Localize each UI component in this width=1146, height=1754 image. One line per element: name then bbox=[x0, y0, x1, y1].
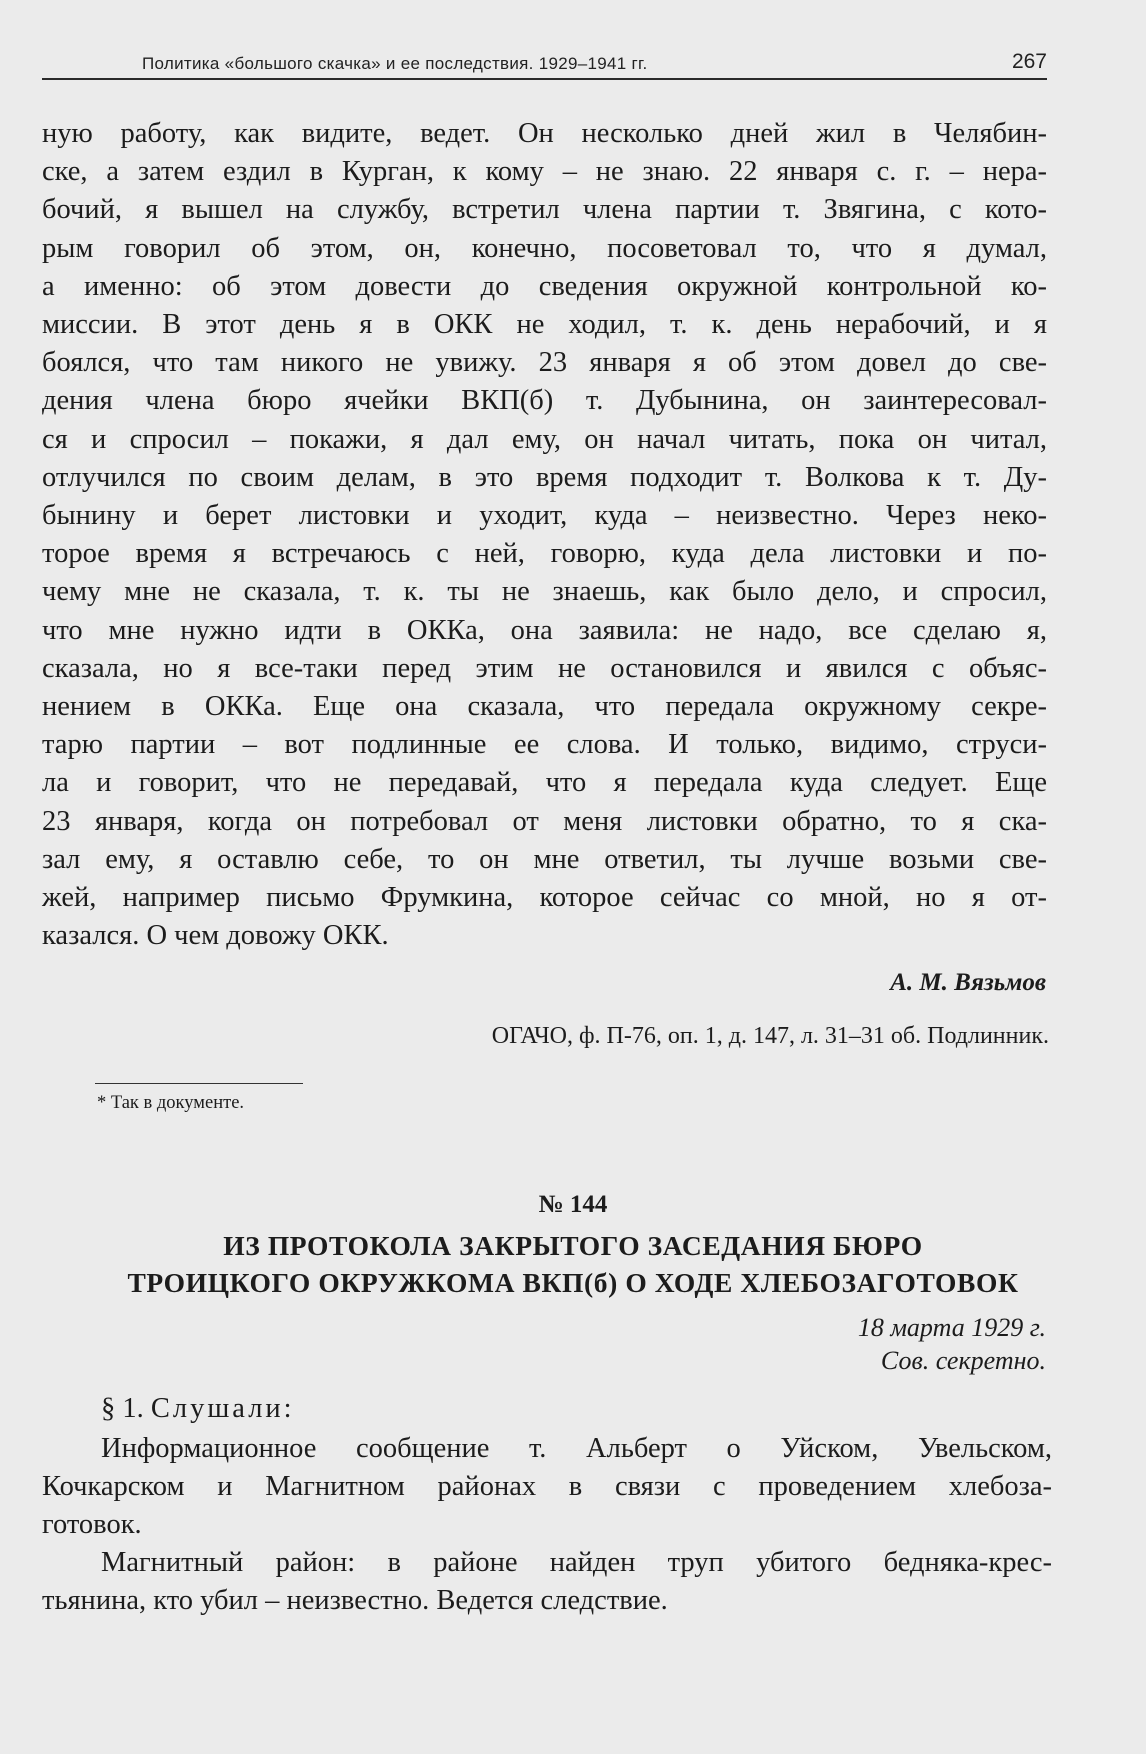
archive-reference: ОГАЧО, ф. П-76, оп. 1, д. 147, л. 31–31 об. Подлинник. bbox=[491, 1023, 1049, 1049]
text-line: чему мне не сказала, т. к. ты не знаешь, как было дело, и спросил, bbox=[42, 576, 1047, 608]
text-line: бочий, я вышел на службу, встретил члена партии т. Звягина, с кото- bbox=[42, 194, 1047, 226]
running-header bbox=[42, 38, 1047, 80]
text-line: Кочкарском и Магнитном районах в связи с проведением хлебоза- bbox=[42, 1471, 1052, 1502]
document-number: № 144 bbox=[538, 1191, 608, 1218]
text-line: казался. О чем довожу ОКК. bbox=[42, 920, 389, 952]
section-label: Слушали: bbox=[150, 1393, 295, 1424]
text-line: миссии. В этот день я в ОКК не ходил, т. к. день нерабочий, и я bbox=[42, 309, 1047, 341]
text-line: жей, например письмо Фрумкина, которое сейчас со мной, но я от- bbox=[42, 882, 1047, 914]
document-143-text bbox=[42, 115, 1047, 955]
text-line: Информационное сообщение т. Альберт о Уйском, Увельском, bbox=[101, 1433, 1052, 1464]
document-title-line: ТРОИЦКОГО ОКРУЖКОМА ВКП(б) О ХОДЕ ХЛЕБОЗАГОТОВОК bbox=[127, 1267, 1019, 1298]
text-line: нением в ОККа. Еще она сказала, что передала окружному секре- bbox=[42, 691, 1047, 723]
text-line: тьянина, кто убил – неизвестно. Ведется следствие. bbox=[42, 1585, 668, 1616]
text-line: что мне нужно идти в ОККа, она заявила: не надо, все сделаю я, bbox=[42, 614, 1047, 646]
signature: А. М. Вязьмов bbox=[890, 969, 1046, 996]
text-line: Магнитный район: в районе найден труп убитого бедняка-крес- bbox=[101, 1547, 1052, 1578]
text-line: зал ему, я оставлю себе, то он мне ответил, ты лучше возьми све- bbox=[42, 843, 1047, 875]
text-line: тарю партии – вот подлинные ее слова. И только, видимо, струси- bbox=[42, 729, 1047, 761]
footnote: * Так в документе. bbox=[97, 1093, 245, 1113]
footnote-divider bbox=[95, 1083, 303, 1084]
section-number: § 1. bbox=[101, 1393, 144, 1424]
text-line: ске, а затем ездил в Курган, к кому – не знаю. 22 января с. г. – нера- bbox=[42, 156, 1047, 188]
document-title-line: ИЗ ПРОТОКОЛА ЗАКРЫТОГО ЗАСЕДАНИЯ БЮРО bbox=[223, 1230, 923, 1261]
text-line: 23 января, когда он потребовал от меня листовки обратно, то я ска- bbox=[42, 805, 1047, 837]
text-line: ся и спросил – покажи, я дал ему, он начал читать, пока он читал, bbox=[42, 423, 1047, 455]
text-line: отлучился по своим делам, в это время подходит т. Волкова к т. Ду- bbox=[42, 461, 1047, 493]
section-heading bbox=[101, 1393, 295, 1425]
text-line: ла и говорит, что не передавай, что я передала куда следует. Еще bbox=[42, 767, 1047, 799]
page-number: 267 bbox=[1011, 50, 1047, 73]
document-144-text bbox=[42, 1430, 1052, 1620]
text-line: готовок. bbox=[42, 1509, 142, 1540]
text-line: торое время я встречаюсь с ней, говорю, куда дела листовки и по- bbox=[42, 538, 1047, 570]
document-date: 18 марта 1929 г. bbox=[857, 1313, 1046, 1342]
text-line: боялся, что там никого не увижу. 23 января я об этом довел до све- bbox=[42, 347, 1047, 379]
running-title: Политика «большого скачка» и ее последствия. 1929–1941 гг. bbox=[142, 54, 648, 73]
text-line: сказала, но я все-таки перед этим не остановился и явился с объяс- bbox=[42, 652, 1047, 684]
text-line: дения члена бюро ячейки ВКП(б) т. Дубынина, он заинтересовал- bbox=[42, 385, 1047, 417]
text-line: ную работу, как видите, ведет. Он несколько дней жил в Челябин- bbox=[42, 118, 1047, 149]
document-title bbox=[40, 1227, 1106, 1301]
text-line: бынину и берет листовки и уходит, куда – неизвестно. Через неко- bbox=[42, 500, 1047, 532]
text-line: а именно: об этом довести до сведения окружной контрольной ко- bbox=[42, 270, 1047, 302]
text-line: рым говорил об этом, он, конечно, посоветовал то, что я думал, bbox=[42, 232, 1047, 264]
secrecy-stamp: Сов. секретно. bbox=[880, 1346, 1046, 1375]
